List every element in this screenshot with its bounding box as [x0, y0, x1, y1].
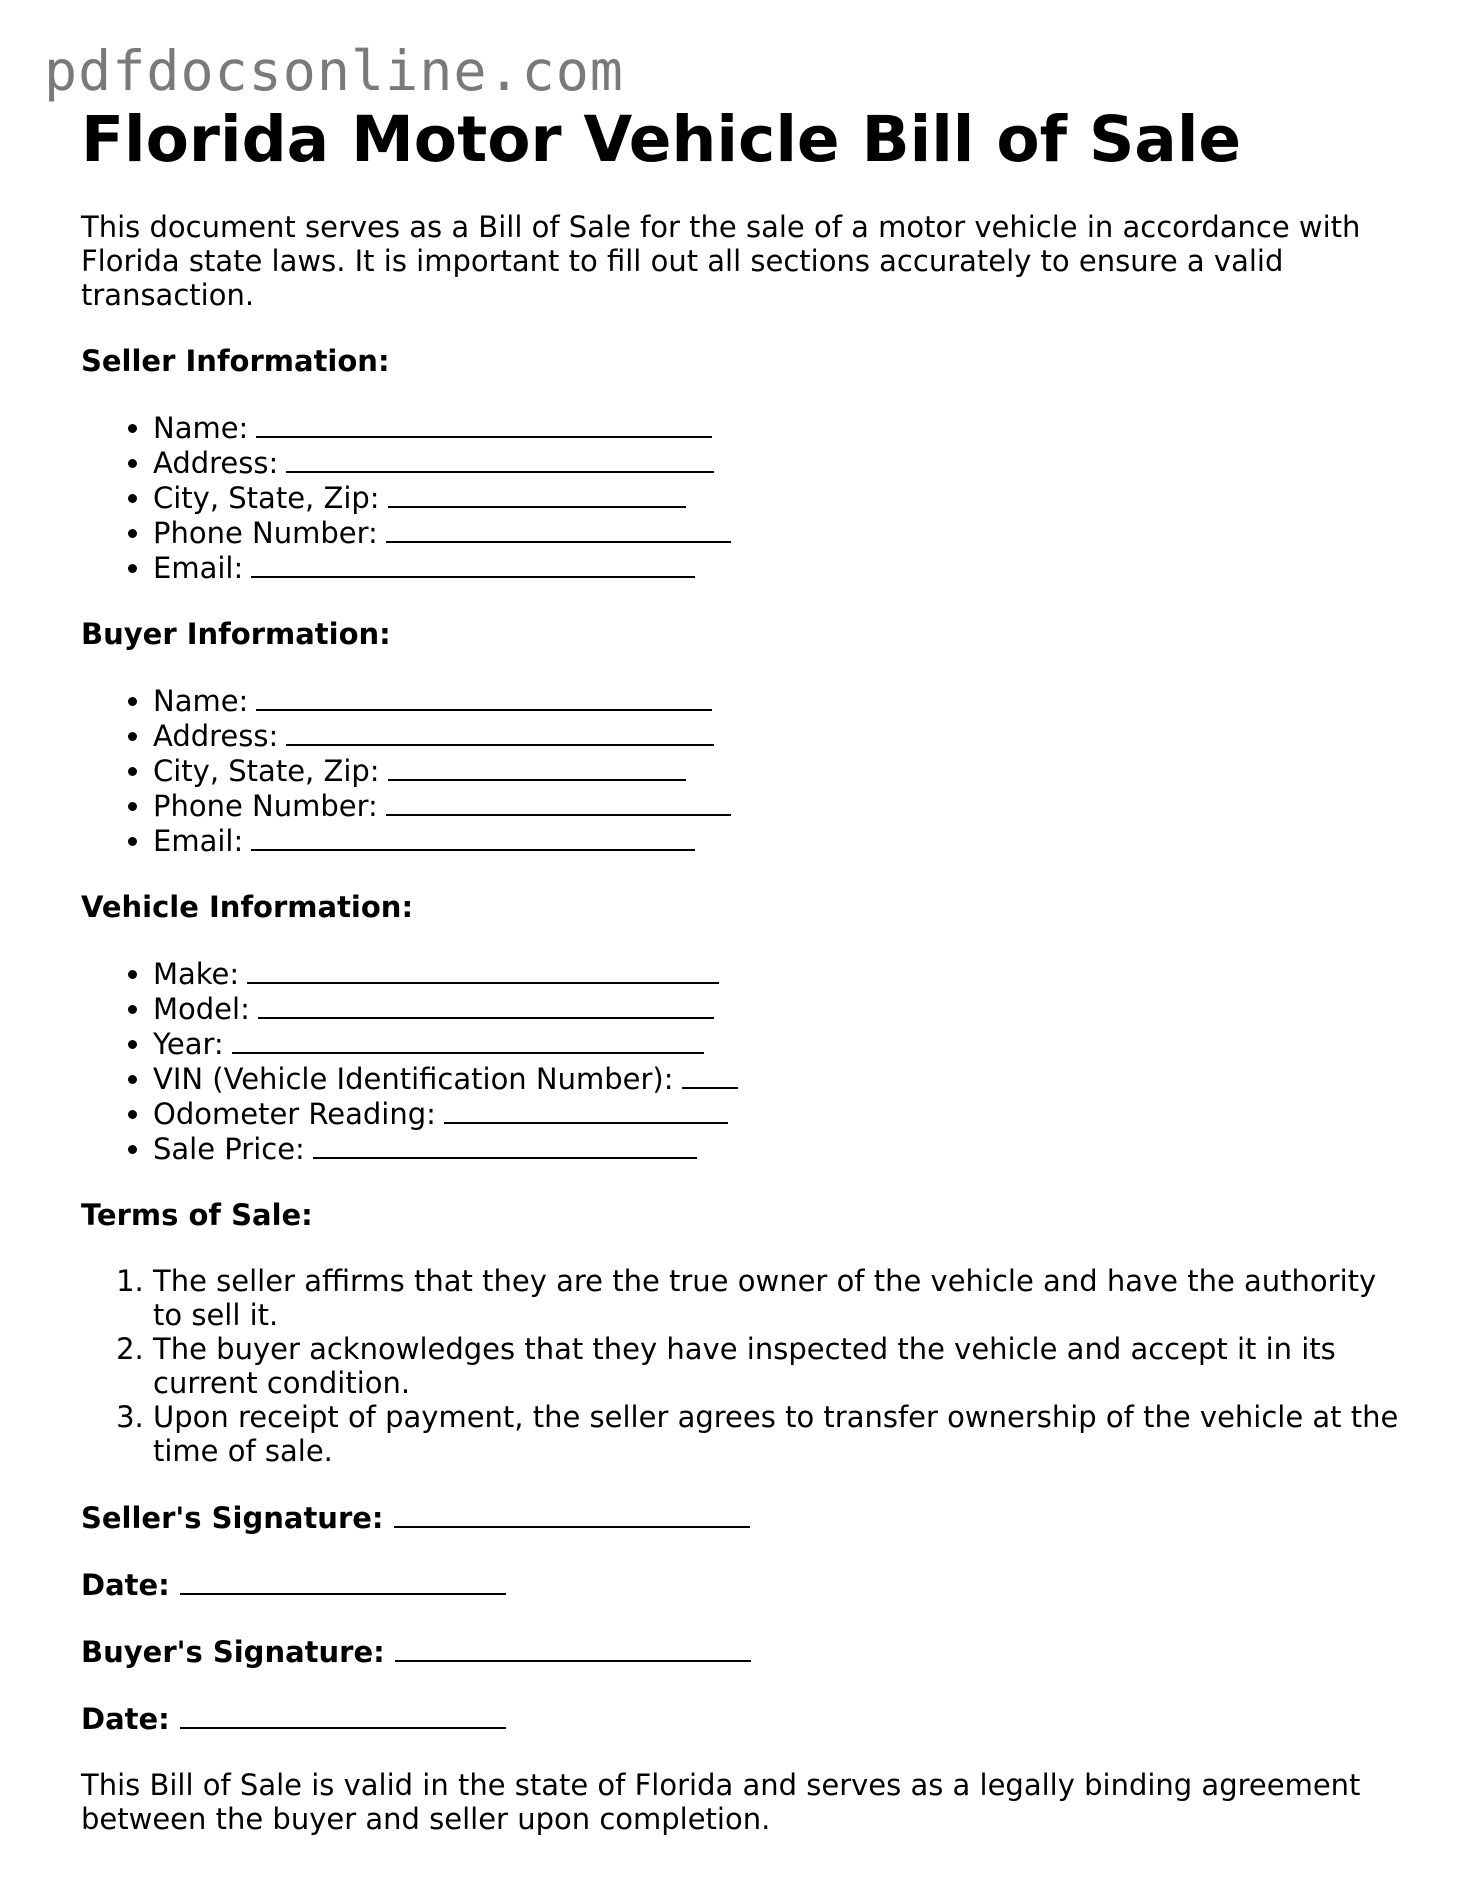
document-body — [81, 102, 1401, 1836]
field-label: VIN (Vehicle Identification Number): — [153, 1061, 674, 1096]
field-label: Email: — [153, 823, 244, 858]
buyer-signature-row — [81, 1634, 1401, 1669]
buyer-city-state-zip-item — [153, 753, 1401, 788]
field-label: Model: — [153, 991, 250, 1026]
buyer-name-blank[interactable] — [256, 683, 712, 711]
intro-paragraph: This document serves as a Bill of Sale for the sale of a motor vehicle in accordance with Florida state laws. It is important to fill out all sections accurately to ensure a valid transaction. — [81, 209, 1361, 312]
closing-paragraph: This Bill of Sale is valid in the state of Florida and serves as a legally binding agreement between the buyer and seller upon completion. — [81, 1767, 1361, 1836]
vehicle-section-heading: Vehicle Information: — [81, 889, 414, 924]
field-label: Phone Number: — [153, 515, 378, 550]
buyer-signature-label: Buyer's Signature: — [81, 1634, 385, 1669]
vehicle-vin-blank[interactable] — [682, 1061, 738, 1089]
seller-name-item — [153, 410, 1401, 445]
seller-address-blank[interactable] — [286, 445, 714, 473]
field-label: Address: — [153, 445, 279, 480]
vehicle-sale-price-blank[interactable] — [313, 1131, 697, 1159]
buyer-address-item — [153, 718, 1401, 753]
seller-field-list — [81, 410, 1401, 585]
buyer-section-heading: Buyer Information: — [81, 616, 391, 651]
field-label: Name: — [153, 410, 249, 445]
field-label: Address: — [153, 718, 279, 753]
vehicle-year-blank[interactable] — [232, 1026, 704, 1054]
seller-section-heading: Seller Information: — [81, 343, 390, 378]
document-title: Florida Motor Vehicle Bill of Sale — [81, 103, 1242, 176]
field-label: Name: — [153, 683, 249, 718]
term-item: 2. The buyer acknowledges that they have inspected the vehicle and accept it in its current condition. — [153, 1332, 1401, 1400]
buyer-field-list — [81, 683, 1401, 858]
vehicle-odometer-blank[interactable] — [444, 1096, 728, 1124]
buyer-signature-blank[interactable] — [395, 1634, 751, 1662]
field-label: City, State, Zip: — [153, 480, 380, 515]
buyer-phone-item — [153, 788, 1401, 823]
terms-section-heading: Terms of Sale: — [81, 1197, 313, 1232]
vehicle-field-list — [81, 956, 1401, 1166]
buyer-date-blank[interactable] — [180, 1701, 506, 1729]
buyer-city-state-zip-blank[interactable] — [388, 753, 686, 781]
seller-date-row — [81, 1567, 1401, 1602]
seller-phone-blank[interactable] — [386, 515, 731, 543]
term-item: 3. Upon receipt of payment, the seller agrees to transfer ownership of the vehicle at the time of sale. — [153, 1400, 1401, 1468]
vehicle-model-item — [153, 991, 1401, 1026]
seller-name-blank[interactable] — [256, 410, 712, 438]
buyer-email-blank[interactable] — [251, 823, 695, 851]
vehicle-model-blank[interactable] — [258, 991, 714, 1019]
buyer-date-row — [81, 1701, 1401, 1736]
buyer-email-item — [153, 823, 1401, 858]
vehicle-make-blank[interactable] — [247, 956, 719, 984]
vehicle-year-item — [153, 1026, 1401, 1061]
field-label: Odometer Reading: — [153, 1096, 436, 1131]
seller-date-label: Date: — [81, 1567, 170, 1602]
term-item: 1. The seller affirms that they are the true owner of the vehicle and have the authority to sell it. — [153, 1264, 1401, 1332]
seller-signature-row — [81, 1500, 1401, 1535]
field-label: Email: — [153, 550, 244, 585]
vehicle-vin-item — [153, 1061, 1401, 1096]
field-label: City, State, Zip: — [153, 753, 380, 788]
watermark: pdfdocsonline.com — [44, 39, 624, 103]
seller-city-state-zip-blank[interactable] — [388, 480, 686, 508]
field-label: Year: — [153, 1026, 224, 1061]
seller-email-item — [153, 550, 1401, 585]
buyer-date-label: Date: — [81, 1701, 170, 1736]
vehicle-odometer-item — [153, 1096, 1401, 1131]
seller-address-item — [153, 445, 1401, 480]
vehicle-make-item — [153, 956, 1401, 991]
seller-signature-label: Seller's Signature: — [81, 1500, 384, 1535]
field-label: Make: — [153, 956, 240, 991]
vehicle-sale-price-item — [153, 1131, 1401, 1166]
seller-email-blank[interactable] — [251, 550, 695, 578]
seller-phone-item — [153, 515, 1401, 550]
seller-city-state-zip-item — [153, 480, 1401, 515]
field-label: Phone Number: — [153, 788, 378, 823]
seller-date-blank[interactable] — [180, 1567, 506, 1595]
buyer-name-item — [153, 683, 1401, 718]
buyer-phone-blank[interactable] — [386, 788, 731, 816]
seller-signature-blank[interactable] — [394, 1500, 750, 1528]
terms-list — [81, 1264, 1401, 1468]
field-label: Sale Price: — [153, 1131, 305, 1166]
buyer-address-blank[interactable] — [286, 718, 714, 746]
